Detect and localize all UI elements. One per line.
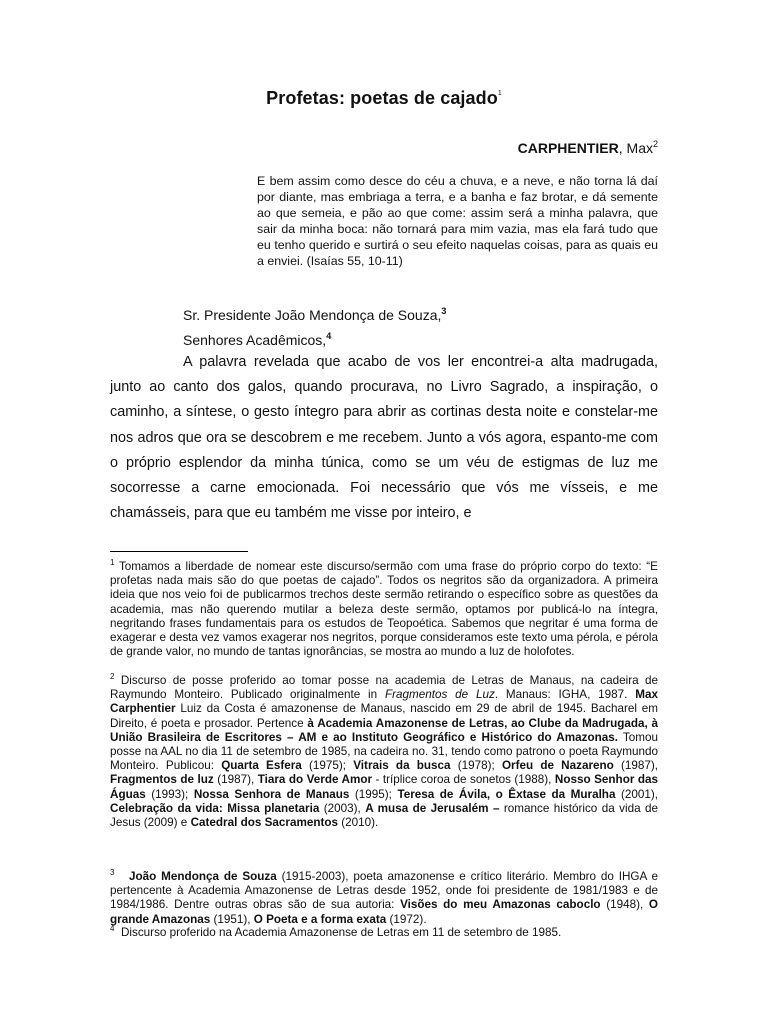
footnote-2-text-3: Luiz da Costa é amazonense de Manaus, nascido em 29 de abril de 1945. Bacharel em Direito, é poeta e prosador. Pertence (110, 702, 658, 730)
title-text: Profetas: poetas de cajado (266, 88, 498, 108)
salutation-president-footnote-ref[interactable]: 3 (441, 306, 447, 316)
footnote-3-text-3: (1951), (210, 912, 254, 926)
footnote-2-text-10: (1993); (145, 787, 194, 801)
footnote-2-work: Nosso Senhor das Águas (110, 773, 658, 801)
footnote-2-work: Teresa de Ávila, o Êxtase da Muralha (397, 787, 616, 801)
footnote-2-text-12: (2001), (615, 787, 659, 801)
footnote-2-text-8: (1987), (213, 773, 258, 787)
footnote-2-author-name: Max Carphentier (110, 688, 658, 716)
salutation-academics (183, 331, 331, 348)
author-given-name: , Max (618, 140, 653, 156)
footnote-3-person-name: João Mendonça de Souza (129, 870, 277, 883)
salutation-president (183, 306, 446, 323)
footnote-3-text-1: (1915-2003), poeta amazonense e crítico literário. Membro do IHGA e pertencente à Academia Amazonense de Letras desde 1952, onde foi presidente de 1981/1983 e de 1984/1986. Dentre outras obras são de sua autoria: (110, 870, 658, 912)
footnote-2-text-6: (1978); (450, 759, 502, 773)
footnote-separator (110, 551, 248, 552)
footnote-3-work: O Poeta e a forma exata (253, 912, 387, 926)
footnote-2-work: Quarta Esfera (221, 759, 302, 773)
author-line (518, 139, 658, 156)
author-footnote-ref[interactable]: 2 (652, 139, 658, 149)
salutation-academics-text: Senhores Acadêmicos, (183, 332, 327, 348)
epigraph-quote: E bem assim como desce do céu a chuva, e a neve, e não torna lá daí por diante, mas embriaga a terra, e a banha e faz brotar, e dá semente ao que semeia, e pão ao que come: assim será a minha palavra, que sair da minha boca: não tornará para mim vazia, mas ela fará tudo que eu tenho querido e surtirá o seu efeito naquelas coisas, para as quais eu a enviei. (Isaías 55, 10-11) (257, 174, 658, 268)
footnote-2 (110, 670, 658, 830)
document-title (0, 88, 768, 109)
salutation-academics-footnote-ref[interactable]: 4 (326, 331, 332, 341)
title-footnote-ref[interactable]: 1 (497, 90, 502, 97)
footnote-2-mark: 2 (110, 672, 115, 681)
footnote-2-work: Tiara do Verde Amor (257, 773, 373, 787)
author-surname: CARPHENTIER (517, 140, 619, 156)
footnote-3-mark: 3 (110, 868, 115, 877)
footnote-2-text-15: (2010). (338, 816, 379, 830)
salutation-president-text: Sr. Presidente João Mendonça de Souza, (183, 307, 442, 323)
footnote-2-text-1: Discurso de posse proferido ao tomar posse na academia de Letras de Manaus, na cadeira de Raymundo Monteiro. Publicado originalmente in (110, 674, 658, 702)
footnote-2-work: Orfeu de Nazareno (501, 759, 614, 773)
footnote-1-mark: 1 (110, 558, 115, 567)
footnote-3-text-4: (1972). (386, 912, 427, 926)
body-paragraph: A palavra revelada que acabo de vos ler encontrei-a alta madrugada, junto ao canto dos galos, quando procurava, no Livro Sagrado, a inspiração, o caminho, a síntese, o gesto íntegro para abrir as cortinas desta noite e constelar-me nos adros que ora se descobrem e me recebem. Junto a vós agora, espanto-me com o próprio esplendor da minha túnica, como se um véu de estigmas de luz me socorresse a carne emocionada. Foi necessário que vós me vísseis, e me chamásseis, para que eu também me visse por inteiro, e (110, 354, 658, 522)
footnote-2-work: Fragmentos de luz (110, 773, 214, 787)
footnote-4 (110, 922, 658, 940)
footnote-3-work: O grande Amazonas (110, 898, 658, 926)
footnote-1 (110, 556, 658, 659)
footnote-4-text: Discurso proferido na Academia Amazonense de Letras em 11 de setembro de 1985. (120, 926, 562, 939)
footnote-2-work: Celebração da vida: Missa planetaria (110, 801, 320, 815)
footnote-2-source-title: Fragmentos de Luz (384, 688, 495, 702)
footnote-2-text-11: (1995); (349, 787, 398, 801)
footnote-2-work: Vitrais da busca (353, 759, 451, 773)
footnote-3-work: Visões do meu Amazonas caboclo (400, 898, 601, 912)
footnote-2-text-7: (1987), (613, 759, 659, 773)
footnote-2-text-9: - tríplice coroa de sonetos (1988), (372, 773, 555, 787)
footnote-3-text-2: (1948), (600, 898, 649, 912)
footnote-2-work: Nossa Senhora de Manaus (193, 787, 350, 801)
footnote-3 (110, 866, 658, 927)
footnote-2-text-5: (1975); (301, 759, 354, 773)
footnote-2-institutions: à Academia Amazonense de Letras, ao Clube da Madrugada, à União Brasileira de Escritores – AM e ao Instituto Geográfico e Histórico do Amazonas. (110, 716, 659, 744)
footnote-2-text-2: . Manaus: IGHA, 1987. (494, 688, 636, 702)
footnote-2-text-4: Tomou posse na AAL no dia 11 de setembro de 1985, na cadeira no. 31, tendo como patrono o poeta Raymundo Monteiro. Publicou: (110, 730, 658, 773)
footnote-2-text-14: romance histórico da vida de Jesus (2009) e (110, 801, 659, 830)
footnote-2-work: A musa de Jerusalém – (365, 801, 500, 815)
footnote-1-text: Tomamos a liberdade de nomear este discurso/sermão com uma frase do próprio corpo do texto: “E profetas nada mais são do que poetas de cajado”. Todos os negritos são da organizadora. A primeira ideia que nos veio foi de publicarmos trechos deste sermão retirando o específico sobre as questões da academia, mas não querendo mutilar a beleza deste sermão, optamos por publicá-lo na íntegra, negritando frases fundamentais para os estudos de Teopoética. Sabemos que negritar é uma forma de exagerar e desta vez vamos exagerar nos negritos, porque consideramos este texto uma pérola, e pérola de grande valor, no mundo de tantas ignorâncias, se mostra ao mundo a luz de holofotes. (110, 560, 658, 659)
footnote-2-work: Catedral dos Sacramentos (190, 816, 339, 830)
footnote-4-mark: 4 (110, 924, 115, 933)
footnote-2-text-13: (2003), (319, 801, 366, 815)
